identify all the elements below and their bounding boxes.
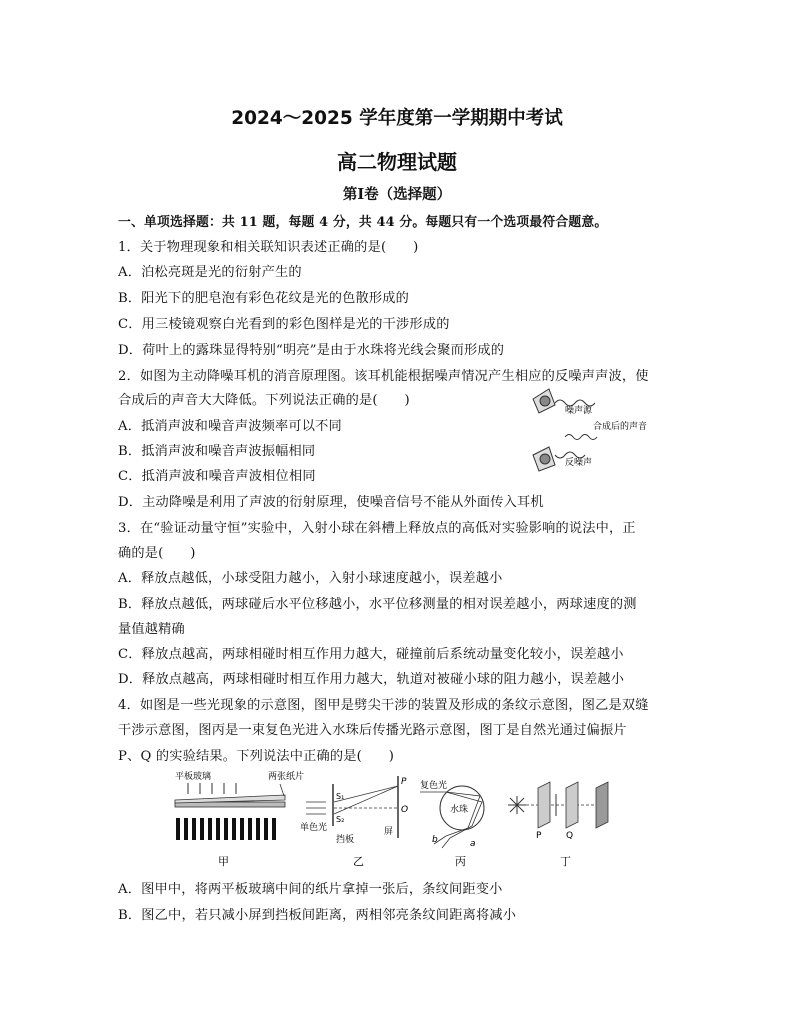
svg-text:单色光: 单色光 [300, 823, 328, 833]
svg-text:b: b [432, 835, 438, 845]
figure-ding [508, 782, 608, 868]
q3-option-b-cont: 量值越精确 [118, 622, 185, 637]
q3-option-a: A．释放点越低，小球受阻力越小，入射小球速度越小，误差越小 [118, 571, 503, 586]
exam-subtitle: 高二物理试题 [337, 150, 457, 174]
fig-label-bing: 丙 [455, 855, 466, 868]
earphone-top-icon [533, 389, 555, 413]
polarizer-q [566, 782, 578, 828]
q4-option-b: B．图乙中，若只减小屏到挡板间距离，两相邻亮条纹间距离将减小 [118, 908, 517, 923]
incident-arrows [188, 783, 236, 794]
svg-text:Q: Q [566, 831, 574, 841]
svg-text:P: P [401, 777, 407, 787]
svg-text:S₁: S₁ [336, 792, 345, 801]
fig-label-ding: 丁 [560, 855, 571, 868]
q2-option-a: A．抵消声波和噪音声波频率可以不同 [118, 419, 342, 434]
svg-text:屏: 屏 [384, 827, 394, 837]
part-heading: 第Ⅰ卷（选择题） [342, 186, 452, 203]
screen-ding [596, 782, 608, 828]
svg-text:平板玻璃: 平板玻璃 [175, 772, 212, 782]
fig-label-combined: 合成后的声音 [593, 422, 648, 432]
svg-text:两张纸片: 两张纸片 [268, 772, 305, 782]
q3-stem: 3．在“验证动量守恒”实验中，入射小球在斜槽上释放点的高低对实验影响的说法中，正 [118, 521, 636, 536]
q3-stem-cont: 确的是( ) [118, 546, 196, 561]
svg-text:复色光: 复色光 [420, 781, 448, 791]
noise-cancel-figure [525, 385, 665, 480]
q2-stem: 2．如图为主动降噪耳机的消音原理图。该耳机能根据噪声情况产生相应的反噪声声波，使 [118, 369, 649, 384]
svg-text:P: P [536, 831, 542, 841]
q1-option-d: D．荷叶上的露珠显得特别“明亮”是由于水珠将光线会聚而形成的 [118, 343, 505, 358]
svg-text:S₂: S₂ [336, 815, 345, 824]
fig-label-noise: 噪声源 [565, 406, 593, 416]
svg-text:挡板: 挡板 [336, 835, 355, 845]
q2-stem-cont: 合成后的声音大大降低。下列说法正确的是( ) [118, 393, 410, 408]
earphone-bottom-icon [533, 447, 555, 471]
figure-yi [300, 776, 408, 868]
q3-option-c: C．释放点越高，两球相碰时相互作用力越大，碰撞前后系统动量变化较小，误差越小 [118, 647, 624, 662]
fig-label-yi: 乙 [353, 855, 364, 868]
q2-option-b: B．抵消声波和噪音声波振幅相同 [118, 444, 316, 459]
q1-stem: 1．关于物理现象和相关联知识表述正确的是( ) [118, 240, 419, 255]
q2-option-c: C．抵消声波和噪音声波相位相同 [118, 469, 316, 484]
figure-jia [175, 770, 304, 868]
q4-stem: 4．如图是一些光现象的示意图，图甲是劈尖干涉的装置及形成的条纹示意图，图乙是双缝 [118, 698, 649, 713]
q1-option-a: A．泊松亮斑是光的衍射产生的 [118, 265, 302, 280]
q1-option-c: C．用三棱镜观察白光看到的彩色图样是光的干涉形成的 [118, 317, 450, 332]
fig-label-jia: 甲 [218, 855, 229, 868]
fringe-pattern [176, 818, 276, 840]
svg-text:水珠: 水珠 [450, 805, 469, 815]
q4-stem-cont-1: 干涉示意图，图丙是一束复色光进入水珠后传播光路示意图，图丁是自然光通过偏振片 [118, 723, 627, 738]
q3-option-d: D．释放点越高，两球相碰时相互作用力越大，轨道对被碰小球的阻力越小，误差越小 [118, 672, 625, 687]
light-source-icon [508, 796, 526, 814]
q4-option-a: A．图甲中，将两平板玻璃中间的纸片拿掉一张后，条纹间距变小 [118, 882, 503, 897]
q4-stem-cont-2: P、Q 的实验结果。下列说法中正确的是( ) [118, 749, 395, 764]
fig-label-anti: 反噪声 [565, 458, 593, 468]
q1-option-b: B．阳光下的肥皂泡有彩色花纹是光的色散形成的 [118, 291, 410, 306]
optics-figures [150, 766, 630, 871]
svg-text:O: O [401, 805, 409, 815]
svg-text:a: a [470, 839, 476, 849]
combined-wave [565, 435, 597, 440]
section-heading: 一、单项选择题：共 11 题，每题 4 分，共 44 分。每题只有一个选项最符合题意。 [118, 215, 608, 230]
figure-bing [420, 779, 484, 868]
q2-option-d: D．主动降噪是利用了声波的衍射原理，使噪音信号不能从外面传入耳机 [118, 495, 544, 510]
q3-option-b: B．释放点越低，两球碰后水平位移越小，水平位移测量的相对误差越小，两球速度的测 [118, 597, 637, 612]
polarizer-p [538, 782, 550, 828]
exam-title: 2024～2025 学年度第一学期期中考试 [231, 108, 563, 129]
